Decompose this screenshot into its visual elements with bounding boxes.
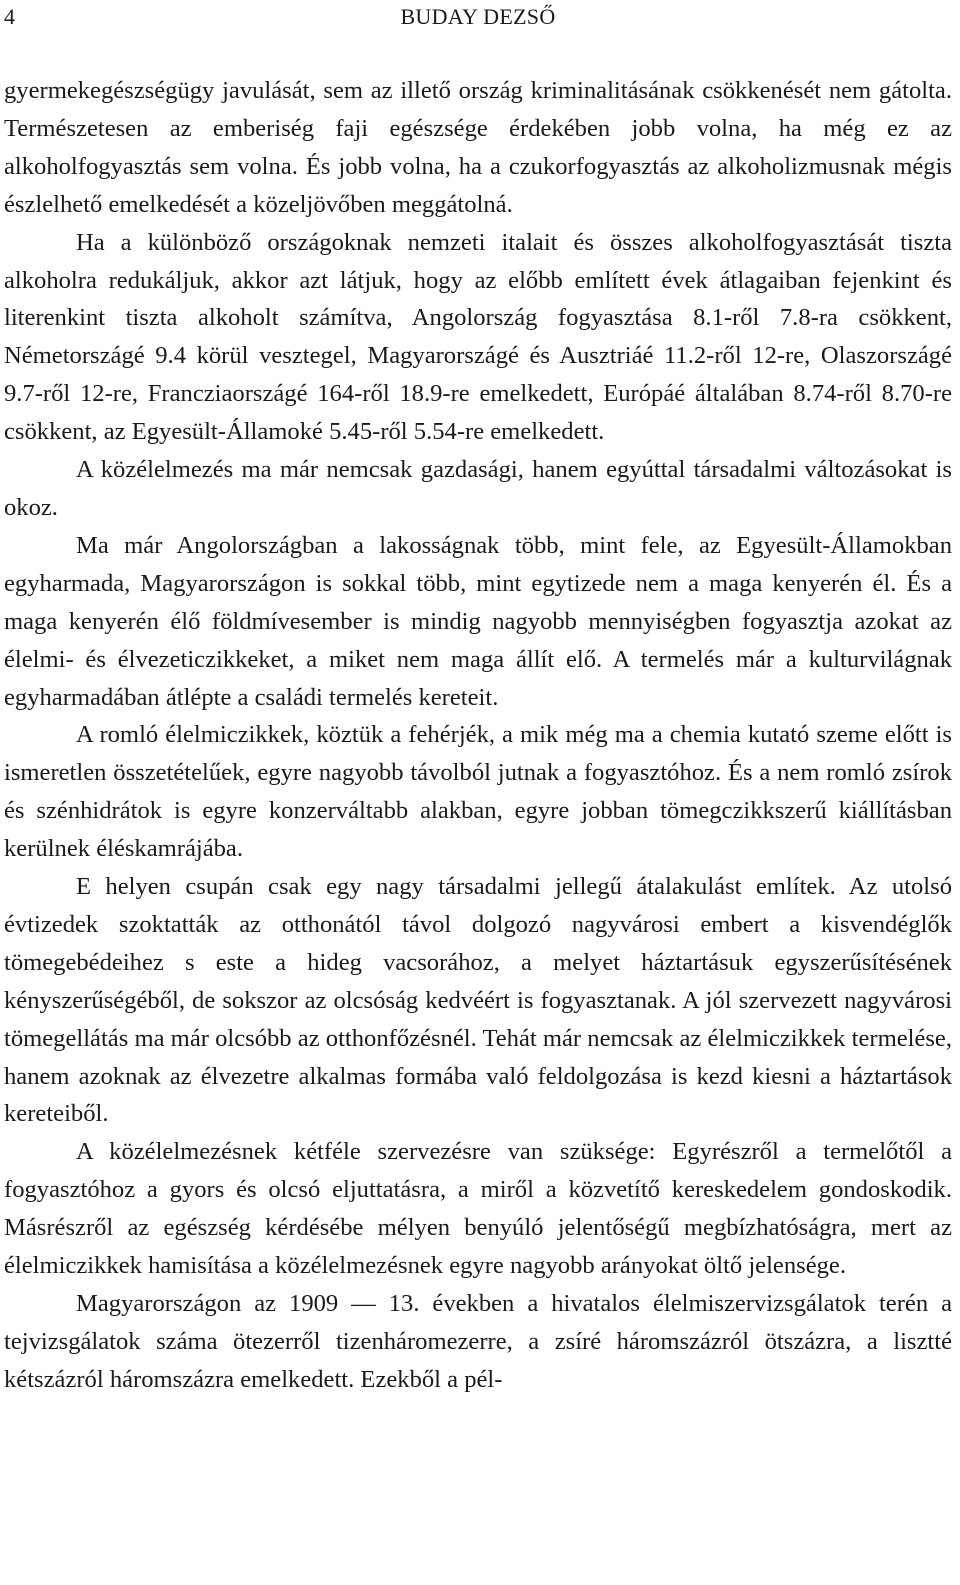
running-title: BUDAY DEZSŐ <box>400 4 556 29</box>
paragraph-social-transformation: E helyen csupán csak egy nagy társadalmi jellegű átalakulást említek. Az utolsó évtizedek szoktatták az otthonától távol dolgozó nagyvárosi embert a kisvendéglők tömegebédeihez s este a hideg vacsorához, a melyet háztartásuk egyszerűsítésének kényszerűségéből, de sokszor az olcsóság kedvéért is fogyasztanak. A jól szervezett nagyvárosi tömegellátás ma már olcsóbb az otthonfőzésnél. Tehát már nemcsak az élelmiczikkek termelése, hanem azoknak az élvezetre alkalmas formába való feldolgozása is kezd kiesni a háztartások kereteiből. <box>4 873 952 1128</box>
paragraph-continuation: gyermekegészségügy javulását, sem az illető ország kriminalitásának csökkenését nem gátolta. Természetesen az emberiség faji egészsége érdekében jobb volna, ha még ez az alkoholfogyasztás sem volna. És jobb volna, ha a czukorfogyasztás az alkoholizmusnak mégis észlelhető emelkedését a közeljövőben meggátolná. <box>4 77 952 218</box>
page-number: 4 <box>4 4 15 29</box>
paragraph-organization: A közélelmezésnek kétféle szervezésre van szüksége: Egyrészről a termelőtől a fogyasztóhoz a gyors és olcsó eljuttatásra, a miről a közvetítő kereskedelem gondoskodik. Másrészről az egészség kérdésébe mélyen benyúló jelentőségű megbízhatóságra, mert az élelmiczikkek hamisítása a közélelmezésnek egyre nagyobb arányokat öltő jelensége. <box>4 1138 952 1280</box>
running-header <box>4 0 952 36</box>
paragraph-population: Ma már Angolországban a lakosságnak több, mint fele, az Egyesült-Államokban egyharmada, Magyarországon is sokkal több, mint egytizede nem a maga kenyerén él. És a maga kenyerén élő földmívesember is mindig nagyobb mennyiségben fogyasztja azokat az élelmi- és élvezeticzikkeket, a miket nem maga állít elő. A termelés már a kulturvilágnak egyharmadában átlépte a családi termelés kereteit. <box>4 531 952 711</box>
document-page <box>4 0 952 1399</box>
paragraph-perishable-foods: A romló élelmiczikkek, köztük a fehérjék, a mik még ma a chemia kutató szeme előtt is ismeretlen összetételűek, egyre nagyobb távolból jutnak a fogyasztóhoz. És a nem romló zsírok és szénhidrátok is egyre konzerváltabb alakban, egyre jobban tömegczikkszerű kiállításban kerülnek éléskamrájába. <box>4 721 952 863</box>
body-text <box>4 72 952 1399</box>
paragraph-alcohol-consumption: Ha a különböző országoknak nemzeti italait és összes alkoholfogyasztását tiszta alkoholra redukáljuk, akkor azt látjuk, hogy az előbb említett évek átlagaiban fejenkint és literenkint tiszta alkoholt számítva, Angolország fogyasztása 8.1-ről 7.8-ra csökkent, Németországé 9.4 körül vesztegel, Magyarországé és Ausztriáé 11.2-ről 12-re, Olaszországé 9.7-ről 12-re, Francziaországé 164-ről 18.9-re emelkedett, Európáé általában 8.74-ről 8.70-re csökkent, az Egyesült-Államoké 5.45-ről 5.54-re emelkedett. <box>4 228 952 446</box>
paragraph-social-changes: A közélelmezés ma már nemcsak gazdasági, hanem egyúttal társadalmi változásokat is okoz. <box>4 456 952 521</box>
paragraph-food-inspection: Magyarországon az 1909 — 13. években a hivatalos élelmiszervizsgálatok terén a tejvizsgálatok száma ötezerről tizenháromezerre, a zsíré háromszázról ötszázra, a lisztté kétszázról háromszázra emelkedett. Ezekből a pél- <box>4 1290 952 1393</box>
